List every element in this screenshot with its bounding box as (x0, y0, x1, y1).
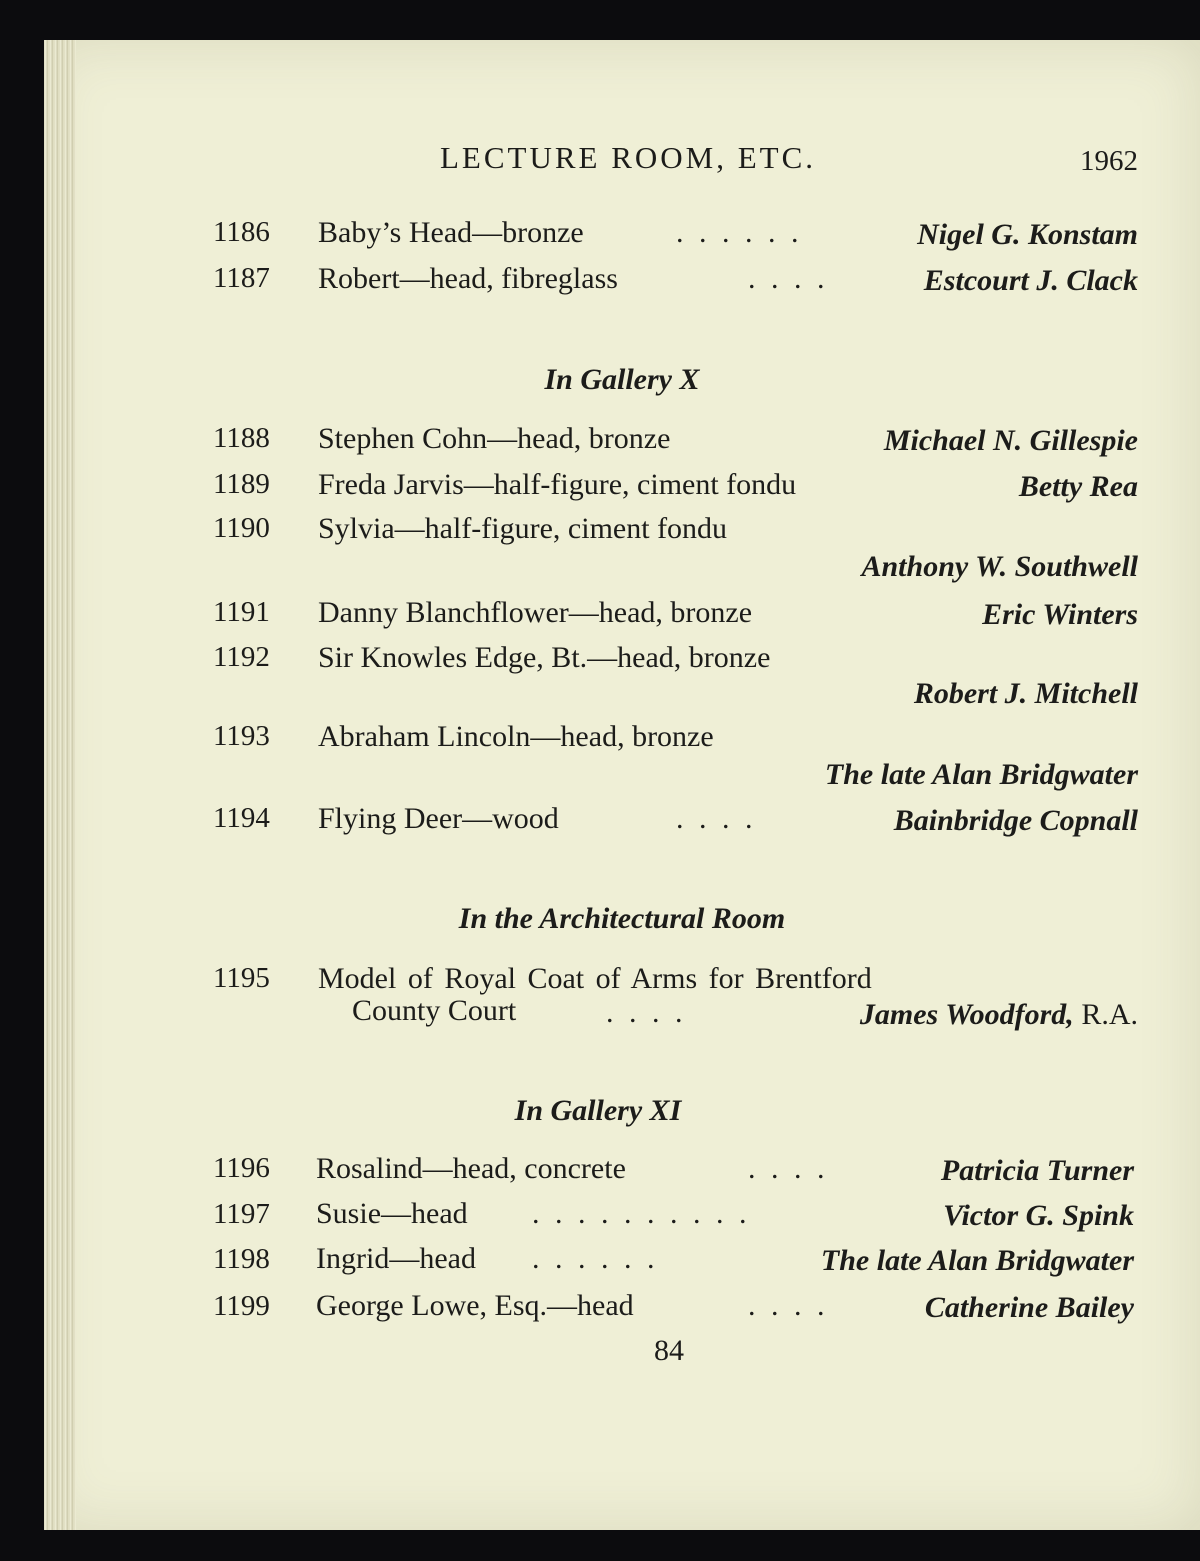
work-title: Ingrid—head (316, 1242, 476, 1275)
catalogue-number: 1191 (213, 596, 270, 628)
work-title: Rosalind—head, concrete (316, 1152, 626, 1185)
leader-dots: . . . . (748, 262, 829, 295)
section-heading-gallery-xi: In Gallery XI (514, 1094, 682, 1127)
leader-dots: . . . . . . (532, 1242, 659, 1275)
work-title: Danny Blanchflower—head, bronze (318, 596, 753, 629)
work-title: Freda Jarvis—half-figure, ciment fondu (318, 468, 797, 501)
work-title: Stephen Cohn—head, bronze (318, 422, 671, 455)
running-header-year: 1962 (1080, 145, 1138, 177)
work-title-line-2: County Court (352, 994, 517, 1027)
artist-name: Robert J. Mitchell (913, 677, 1138, 710)
artist-name: Nigel G. Konstam (917, 218, 1138, 251)
catalogue-number: 1199 (213, 1290, 270, 1322)
catalogue-number: 1186 (213, 216, 270, 248)
work-title: Robert—head, fibreglass (318, 262, 618, 295)
work-title: Susie—head (316, 1197, 468, 1230)
work-title: Sir Knowles Edge, Bt.—head, bronze (318, 641, 771, 674)
running-header-title: LECTURE ROOM, ETC. (440, 140, 817, 175)
catalogue-number: 1194 (213, 802, 270, 834)
section-heading-gallery-x: In Gallery X (544, 363, 700, 396)
page-number: 84 (654, 1334, 684, 1367)
work-title: Sylvia—half-figure, ciment fondu (318, 512, 728, 545)
leader-dots: . . . . (748, 1152, 829, 1185)
work-title: Flying Deer—wood (318, 802, 559, 835)
work-title: Baby’s Head—bronze (318, 216, 584, 249)
catalogue-number: 1190 (213, 512, 270, 544)
leader-dots: . . . . . . . . . . (532, 1197, 751, 1230)
section-heading-architectural-room: In the Architectural Room (458, 902, 786, 935)
artist-name: Betty Rea (1018, 470, 1138, 503)
catalogue-number: 1196 (213, 1152, 270, 1184)
leader-dots: . . . . (676, 802, 757, 835)
artist-name: Bainbridge Copnall (893, 804, 1138, 837)
artist-name: The late Alan Bridgwater (824, 758, 1138, 791)
catalogue-number: 1188 (213, 422, 270, 454)
leader-dots: . . . . (748, 1289, 829, 1322)
leader-dots: . . . . . . (676, 216, 803, 249)
work-title: George Lowe, Esq.—head (316, 1289, 634, 1322)
artist-name (860, 998, 1138, 1032)
catalogue-number: 1197 (213, 1198, 270, 1230)
artist-name: The late Alan Bridgwater (820, 1244, 1134, 1277)
artist-name-text: James Woodford, (859, 998, 1074, 1031)
leader-dots: . . . . (606, 996, 687, 1029)
page-stack-edge (44, 40, 76, 1530)
catalogue-number: 1189 (213, 468, 270, 500)
catalogue-number: 1198 (213, 1243, 270, 1275)
artist-name: Patricia Turner (940, 1154, 1134, 1187)
artist-name: Victor G. Spink (943, 1199, 1134, 1232)
catalogue-number: 1192 (213, 641, 270, 673)
catalogue-number: 1187 (213, 262, 270, 294)
catalogue-number: 1195 (213, 962, 270, 994)
work-title: Abraham Lincoln—head, bronze (318, 720, 714, 753)
artist-name: Eric Winters (982, 598, 1138, 631)
artist-honours: R.A. (1081, 998, 1138, 1031)
artist-name: Michael N. Gillespie (883, 424, 1138, 457)
artist-name: Catherine Bailey (924, 1291, 1134, 1324)
artist-name: Estcourt J. Clack (923, 264, 1138, 297)
catalogue-number: 1193 (213, 720, 270, 752)
work-title-line-1: Model of Royal Coat of Arms for Brentford (318, 962, 872, 995)
artist-name: Anthony W. Southwell (861, 550, 1138, 583)
